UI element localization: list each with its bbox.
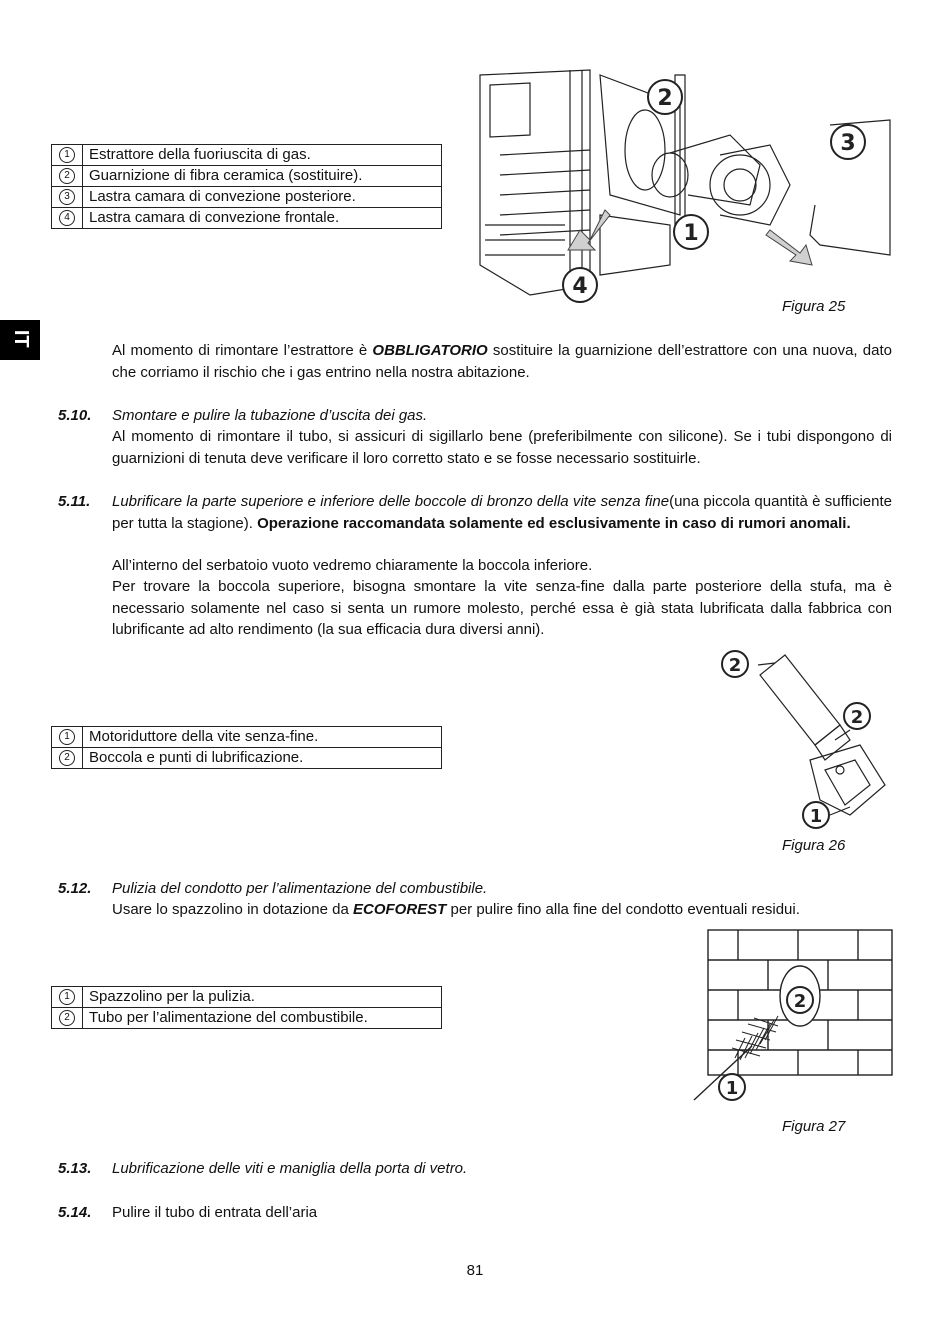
section-5-13-title: Lubrificazione delle viti e maniglia della porta di vetro. [112,1160,468,1177]
table-row [52,145,442,166]
table-row [52,208,442,229]
section-5-13-number: 5.13. [58,1160,92,1177]
table-row [52,727,442,748]
section-5-14-title: Pulire il tubo di entrata dell’aria [112,1204,318,1221]
section-5-11-number: 5.11. [58,493,91,510]
callout-number: 1 [59,989,75,1005]
figure-26-caption: Figura 26 [782,837,846,854]
section-5-14-number: 5.14. [58,1204,92,1221]
figure-27-callout-2: 2 [793,991,807,1012]
figure-27-illustration [690,928,895,1108]
figure-26-callout-2b: 2 [850,707,864,728]
section-5-10-number: 5.10. [58,407,92,424]
callout-number: 2 [59,750,75,766]
figure-25-illustration [470,65,900,305]
figure-25-callout-2: 2 [657,86,673,111]
callout-number: 2 [59,168,75,184]
extractor-emphasis: OBBLIGATORIO [372,342,488,359]
figure-25-caption: Figura 25 [782,298,846,315]
figure-25-callout-1: 1 [683,221,699,246]
legend-text: Lastra camara di convezione posteriore. [83,187,442,208]
section-5-12-number: 5.12. [58,880,92,897]
extractor-text-post: sostituire la guarnizione dell’estrattore con una nuova, dato che corriamo il rischio che i gas entrino nella nostra abitazione. [112,342,892,381]
callout-number: 3 [59,189,75,205]
table-row [52,166,442,187]
section-5-11-title: Lubrificare la parte superiore e inferiore delle boccole di bronzo della vite senza fine [112,493,670,510]
section-5-11-warning: Operazione raccomandata solamente ed esclusivamente in caso di rumori anomali. [257,514,851,532]
extractor-paragraph [112,340,892,383]
extractor-text-pre: Al momento di rimontare l’estrattore è [112,342,373,359]
legend-text: Tubo per l’alimentazione del combustibile. [83,1008,442,1029]
callout-number: 1 [59,147,75,163]
section-5-10-body: Al momento di rimontare il tubo, si assicuri di sigillarlo bene (preferibilmente con silicone). Se i tubi dispongono di guarnizioni di tenuta deve verificare il loro corretto stato e se fosse necessario sostituirle. [112,428,892,467]
section-5-11-intro [112,491,892,534]
figure-27-callout-1: 1 [725,1078,739,1099]
table-row [52,1008,442,1029]
legend-text: Estrattore della fuoriuscita di gas. [83,145,442,166]
section-5-12-title: Pulizia del condotto per l’alimentazione del combustibile. [112,880,488,897]
figure-26-callout-1: 1 [809,806,823,827]
figure-26-callout-2a: 2 [728,655,742,676]
callout-number: 2 [59,1010,75,1026]
language-tab-label: IT [9,329,32,348]
section-5-11-p2: All’interno del serbatoio vuoto vedremo chiaramente la boccola inferiore. [112,557,593,574]
callout-number: 1 [59,729,75,745]
figure-26-illustration [710,645,900,835]
brand-name: ECOFOREST [352,901,447,918]
figure-25-callout-4: 4 [572,274,588,299]
legend-table-figure-25 [51,144,442,229]
legend-text: Guarnizione di fibra ceramica (sostituire). [83,166,442,187]
legend-table-figure-26 [51,726,442,769]
legend-text: Lastra camara di convezione frontale. [83,208,442,229]
legend-text: Motoriduttore della vite senza-fine. [83,727,442,748]
callout-number: 4 [59,210,75,226]
figure-27-caption: Figura 27 [782,1118,846,1135]
page-number: 81 [466,1262,484,1279]
section-5-11-p3: Per trovare la boccola superiore, bisogna smontare la vite senza-fine dalla parte posteriore della stufa, ma è necessario solamente nel caso si senta un rumore molesto, perché essa è già stata lubrificata dalla fabbrica con lubrificante ad alto rendimento (la sua efficacia dura diversi anni). [112,578,892,638]
legend-text: Boccola e punti di lubrificazione. [83,748,442,769]
section-5-10-title: Smontare e pulire la tubazione d’uscita dei gas. [112,407,428,424]
table-row [52,187,442,208]
legend-table-figure-27 [51,986,442,1029]
section-5-12-text-post: per pulire fino alla fine del condotto eventuali residui. [446,901,800,918]
section-5-12-text-pre: Usare lo spazzolino in dotazione da [112,901,353,918]
language-tab [0,320,40,360]
legend-text: Spazzolino per la pulizia. [83,987,442,1008]
table-row [52,748,442,769]
section-5-11-title-rest: (una piccola quantità è sufficiente per tutta la stagione). [112,493,893,532]
section-5-12-body [112,899,892,921]
table-row [52,987,442,1008]
figure-25-callout-3: 3 [840,131,856,156]
